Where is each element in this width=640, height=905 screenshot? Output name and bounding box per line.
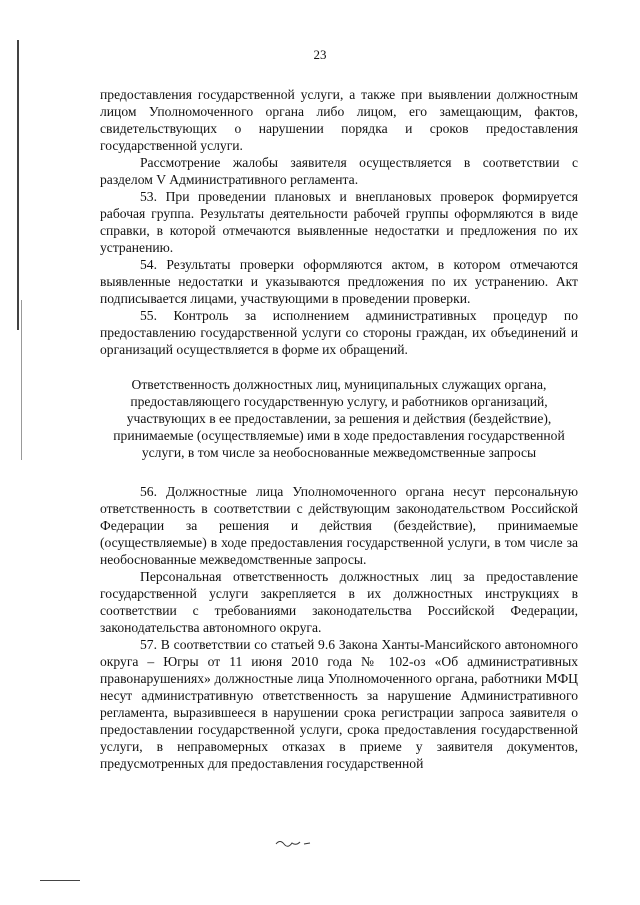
signature-mark: [274, 838, 314, 848]
paragraph-56: 56. Должностные лица Уполномоченного органа несут персональную ответственность в соответствии с действующим законодательством Российской Федерации за решения и действия (бездействие), принимаемые (осуществляемые) в ходе предоставления государственной услуги, в том числе за необоснованные межведомственные запросы.: [100, 484, 578, 567]
paragraph-53: 53. При проведении плановых и внеплановых проверок формируется рабочая группа. Результаты деятельности рабочей группы оформляются в виде справки, в которой отмечаются выявленные недостатки и предложения по их устранению.: [100, 189, 578, 255]
paragraph-57: 57. В соответствии со статьей 9.6 Закона Ханты-Мансийского автономного округа – Югры от 11 июня 2010 года № 102-оз «Об административных правонарушениях» должностные лица Уполномоченного органа, работники МФЦ несут административную ответственность за нарушение Административного регламента, выразившееся в нарушении срока регистрации запроса заявителя о предоставлении государственной услуги, срока предоставления государственной услуги, в неправомерных отказах в приеме у заявителя документов, предусмотренных для предоставления государственной: [100, 637, 578, 771]
page-number: 23: [313, 47, 327, 62]
paragraph-54: 54. Результаты проверки оформляются актом, в котором отмечаются выявленные недостатки и указываются предложения по их устранению. Акт подписывается лицами, участвующими в проведении проверки.: [100, 257, 578, 306]
scan-edge-mark: [21, 300, 22, 460]
paragraph: Персональная ответственность должностных лиц за предоставление государственной услуги закрепляется в их должностных инструкциях в соответствии с требованиями законодательства Российской Федерации, законодательства автономного округа.: [100, 569, 578, 635]
scan-edge-mark: [40, 880, 80, 881]
paragraph-55: 55. Контроль за исполнением административных процедур по предоставлению государственной услуги со стороны граждан, их объединений и организаций осуществляется в форме их обращений.: [100, 308, 578, 357]
scan-edge-mark: [17, 40, 19, 330]
document-body: [100, 86, 578, 772]
paragraph: Рассмотрение жалобы заявителя осуществляется в соответствии с разделом V Административного регламента.: [100, 155, 578, 187]
section-heading: Ответственность должностных лиц, муниципальных служащих органа, предоставляющего государственную услугу, и работников организаций, участвующих в ее предоставлении, за решения и действия (бездействие), принимаемые (осуществляемые) ими в ходе предоставления государственной услуги, в том числе за необоснованные межведомственные запросы: [113, 377, 565, 460]
paragraph-continuation: предоставления государственной услуги, а также при выявлении должностным лицом Уполномоченного органа либо лицом, его замещающим, фактов, свидетельствующих о нарушении порядка и сроков предоставления государственной услуги.: [100, 87, 578, 153]
